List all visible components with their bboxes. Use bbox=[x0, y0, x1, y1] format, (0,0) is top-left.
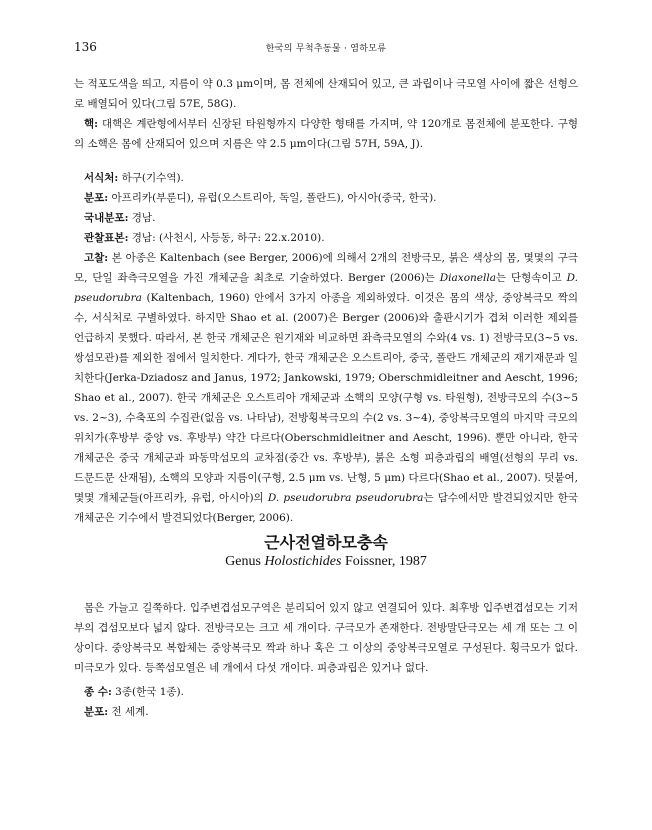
nucleus-label: 핵: bbox=[84, 118, 99, 130]
genus-name: Holostichides bbox=[264, 554, 342, 569]
intro-paragraph-1: 는 적포도색을 띄고, 지름이 약 0.3 μm이며, 몸 전체에 산재되어 있고, 큰 과립이나 극모열 사이에 짧은 선형으로 배열되어 있다(그림 57E, 58G). bbox=[74, 78, 578, 110]
remarks-label: 고찰: bbox=[84, 252, 109, 264]
genus-description-section bbox=[74, 598, 578, 678]
habitat-paragraph bbox=[74, 168, 578, 188]
running-title: 한국의 무척추동물 · 염하모류 bbox=[265, 44, 387, 54]
nucleus-paragraph bbox=[74, 114, 578, 154]
genus-distribution-label: 분포: bbox=[84, 706, 109, 718]
species-count-text: 3종(한국 1종). bbox=[111, 686, 184, 698]
domestic-distribution-text: 경남. bbox=[128, 212, 156, 224]
distribution-label: 분포: bbox=[84, 192, 109, 204]
page-header bbox=[74, 40, 578, 56]
records-section bbox=[74, 168, 578, 528]
distribution-text: 아프리카(부룬디), 유럽(오스트리아, 독일, 폴란드), 아시아(중국, 한국). bbox=[108, 192, 437, 204]
distribution-paragraph bbox=[74, 188, 578, 208]
remarks-text-1: 본 아종은 Kaltenbach (see Berger, 2006)에 의해서 2개의 전방극모, 붉은 색상의 몸, 몇몇의 구극모, 단일 좌측극모열을 가진 개체군을 최초로 기술하였다. Berger (2006)는 bbox=[74, 252, 578, 284]
habitat-text: 하구(기수역). bbox=[118, 172, 184, 184]
nucleus-text: 대핵은 계란형에서부터 신장된 타원형까지 다양한 형태를 가지며, 약 120개로 몸전체에 분포한다. 구형의 소핵은 몸에 산재되어 있으며 지름은 약 2.5 μm이다(그림 57H, 59A, J). bbox=[74, 118, 578, 150]
species-count-paragraph bbox=[74, 682, 578, 702]
genus-distribution-paragraph bbox=[74, 702, 578, 722]
remarks-text-3: (Kaltenbach, 1960) 안에서 3가지 아종을 제외하였다. 이것은 몸의 색상, 중앙복극모 짝의 수, 서식처로 구별하였다. 하지만 Shao et al. (2007)은 Berger (2006)와 출판시기가 겹쳐 이러한 제외를 언급하지 못했다. 따라서, 본 한국 개체군은 원기재와 비교하면 좌측극모열의 수와(4 vs. 1) 전방극모(3~5 vs. 쌍섬모관)를 제외한 점에서 일치한다. 게다가, 한국 개체군은 오스트리아, 중국, 폴란드 개체군의 재기재문과 일치한다(Jerka-Dziadosz and Janus, 1972; Jankowski, 1979; Oberschmidleitner and Aescht, 1996; Shao et al., 2007). 한국 개체군은 오스트리아 개체군과 소핵의 모양(구형 vs. 타원형), 전방극모의 수(3~5 vs. 2~3), 수축포의 수집관(없음 vs. 나타남), 전방횡복극모의 수(2 vs. 3~4), 중앙복극모열의 마지막 극모의 위치가(후방부 중앙 vs. 후방부) 약간 다르다(Oberschmidleitner and Aescht, 1996). 뿐만 아니라, 한국 개체군은 중국 개체군과 파동막섬모의 교차점(중간 vs. 후방부), 붉은 소형 피층과립의 배열(선형의 무리 vs. 드문드문 산재됨), 소핵의 모양과 지름이(구형, 2.5 μm vs. 난형, 5 μm) 다르다(Shao et al., 2007). 덧붙여, 몇몇 개체군들(아프리카, 유럽, 아시아)의 bbox=[74, 292, 578, 504]
domestic-distribution-paragraph bbox=[74, 208, 578, 228]
remarks-species-name: D. pseudorubra bbox=[74, 272, 578, 304]
remarks-text-4: 는 담수에서만 발견되었지만 한국 개체군은 기수에서 발견되었다(Berger, 2006). bbox=[74, 492, 578, 524]
specimen-label: 관찰표본: bbox=[84, 232, 129, 244]
species-count-label: 종 수: bbox=[84, 686, 112, 698]
genus-records-section bbox=[74, 682, 578, 722]
page-number: 136 bbox=[74, 40, 97, 54]
genus-heading-korean: 근사전열하모충속 bbox=[264, 533, 388, 552]
remarks-text-2: 는 단형속이고 bbox=[496, 272, 567, 284]
specimen-paragraph bbox=[74, 228, 578, 248]
domestic-distribution-label: 국내분포: bbox=[84, 212, 129, 224]
remarks-paragraph bbox=[74, 248, 578, 528]
intro-section bbox=[74, 74, 578, 154]
remarks-genus-name: Diaxonella bbox=[439, 272, 496, 284]
genus-description: 몸은 가늘고 길쭉하다. 입주변겹섬모구역은 분리되어 있지 않고 연결되어 있다. 최후방 입주변겹섬모는 기저부의 겹섬모보다 넓지 않다. 전방극모는 크고 세 개이다. 구극모가 존재한다. 전방말단극모는 세 개 또는 그 이상이다. 중앙복극모 복합체는 중앙복극모 짝과 하나 혹은 그 이상의 중앙복극모열로 구성된다. 횡극모가 없다. 미극모가 있다. 등쪽섬모열은 네 개에서 다섯 개이다. 피층과립은 있거나 없다. bbox=[74, 602, 578, 674]
genus-authority: Foissner, 1987 bbox=[341, 554, 427, 569]
specimen-text: 경남: (사천시, 사등동, 하구: 22.x.2010). bbox=[128, 232, 325, 244]
habitat-label: 서식처: bbox=[84, 172, 119, 184]
genus-heading-english bbox=[74, 554, 578, 570]
remarks-taxon-name: D. pseudorubra pseudorubra bbox=[267, 492, 424, 504]
genus-word: Genus bbox=[225, 554, 265, 569]
genus-distribution-text: 전 세계. bbox=[108, 706, 149, 718]
